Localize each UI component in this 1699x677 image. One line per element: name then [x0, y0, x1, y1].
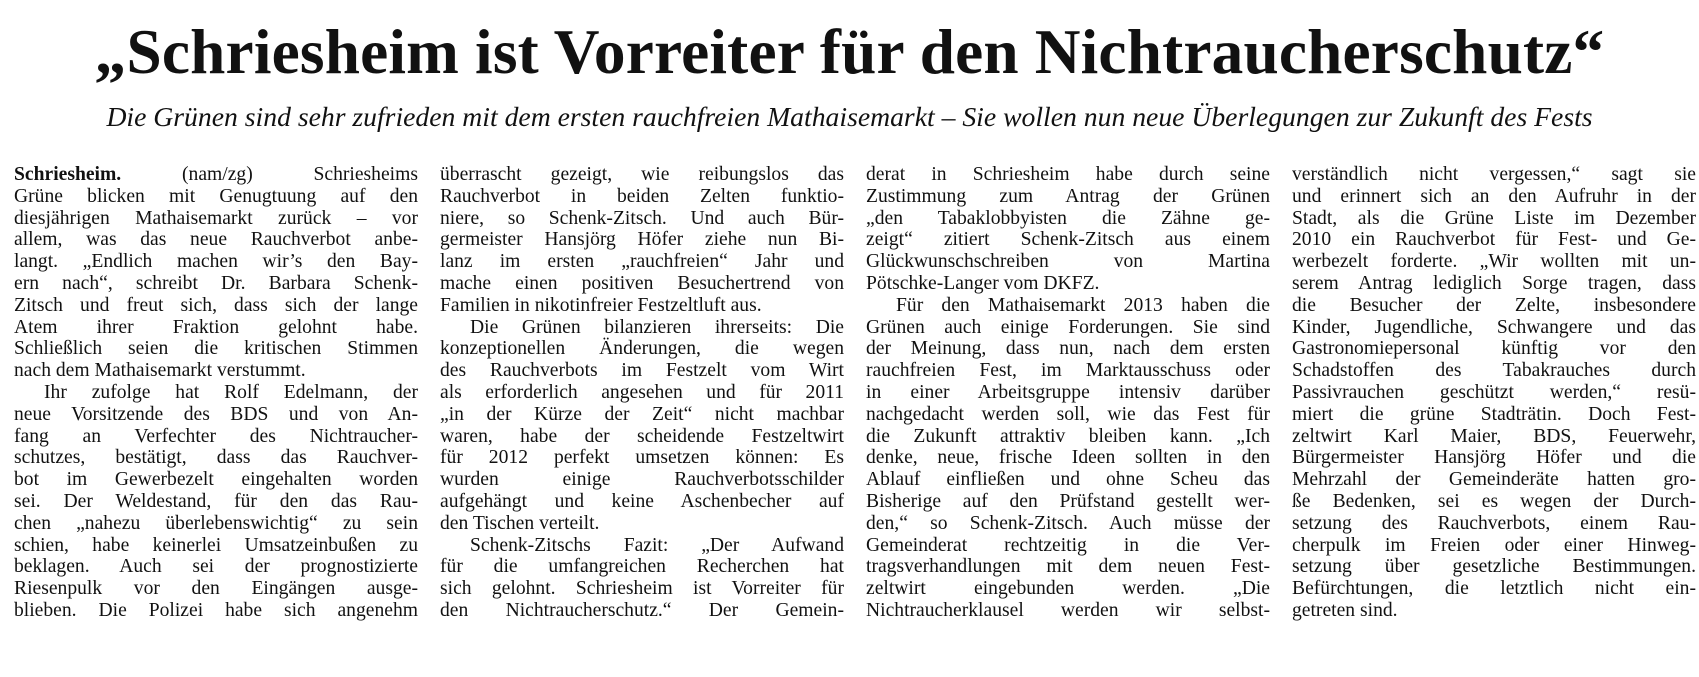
text-line: den Nichtraucherschutz.“ Der Gemein- [440, 599, 844, 621]
text-line: niere, so Schenk-Zitsch. Und auch Bür- [440, 207, 844, 229]
text-line: nach dem Mathaisemarkt verstummt. [14, 360, 306, 382]
text-line: tragsverhandlungen mit dem neuen Fest- [866, 556, 1270, 578]
text-line: Pötschke-Langer vom DKFZ. [866, 272, 1100, 294]
text-line: den Tischen verteilt. [440, 512, 600, 534]
text-line: Schadstoffen des Tabakrauches durch [1292, 360, 1696, 382]
text-line: in einer Arbeitsgruppe intensiv darüber [866, 381, 1270, 403]
text-line: setzung über gesetzliche Bestimmungen. [1292, 556, 1696, 578]
text-line: sei. Der Weldestand, für den das Rau- [14, 490, 418, 512]
text-line: Ihr zufolge hat Rolf Edelmann, der [44, 381, 418, 403]
text-line: Bisherige auf den Prüfstand gestellt wer- [866, 490, 1270, 512]
text-line: Familien in nikotinfreier Festzeltluft aus. [440, 294, 762, 316]
text-line: schutzes, bestätigt, dass das Rauchver- [14, 447, 418, 469]
text-line: setzung des Rauchverbots, einem Rau- [1292, 512, 1696, 534]
text-line: den,“ so Schenk-Zitsch. Auch müsse der [866, 512, 1270, 534]
text-line: derat in Schriesheim habe durch seine [866, 164, 1270, 185]
text-line: verständlich nicht vergessen,“ sagt sie [1292, 164, 1696, 185]
text-line: Kinder, Jugendliche, Schwangere und das [1292, 316, 1696, 338]
text-line: die Besucher der Zelte, insbesondere [1292, 294, 1696, 316]
text-line: Ablauf einfließen und ohne Scheu das [866, 469, 1270, 491]
text-line: zeltwirt Karl Maier, BDS, Feuerwehr, [1292, 425, 1696, 447]
text-line: als erforderlich angesehen und für 2011 [440, 381, 844, 403]
text-line: ern nach“, schreibt Dr. Barbara Schenk- [14, 272, 418, 294]
text-line: Schriesheim. (nam/zg) Schriesheims [14, 164, 418, 185]
text-line: zeigt“ zitiert Schenk-Zitsch aus einem [866, 229, 1270, 251]
text-line: bot im Gewerbezelt eingehalten worden [14, 469, 418, 491]
text-line: ße Bedenken, sei es wegen der Durch- [1292, 490, 1696, 512]
text-line: werbezelt forderte. „Wir wollten mit un- [1292, 251, 1696, 273]
text-line: Glückwunschschreiben von Martina [866, 251, 1270, 273]
subheadline: Die Grünen sind sehr zufrieden mit dem ersten rauchfreien Mathaisemarkt – Sie wollen nun neue Überlegungen zur Zukunft des Fests [106, 101, 1593, 132]
article-column-3 [866, 164, 1270, 622]
headline: „Schriesheim ist Vorreiter für den Nichtraucherschutz“ [94, 17, 1605, 87]
text-line: aufgehängt und keine Aschenbecher auf [440, 490, 844, 512]
text-line: Atem ihrer Fraktion gelohnt habe. [14, 316, 418, 338]
text-line: Zitsch und freut sich, dass sich der lange [14, 294, 418, 316]
text-line: neue Vorsitzende des BDS und von An- [14, 403, 418, 425]
text-line: Grüne blicken mit Genugtuung auf den [14, 185, 418, 207]
text-line: beklagen. Auch sei der prognostizierte [14, 556, 418, 578]
text-line: für die umfangreichen Recherchen hat [440, 556, 844, 578]
text-line: der Meinung, dass nun, nach dem ersten [866, 338, 1270, 360]
text-line: rauchfreien Fest, im Marktausschuss oder [866, 360, 1270, 382]
text-line: serem Antrag lediglich Sorge tragen, dass [1292, 272, 1696, 294]
text-line: Riesenpulk vor den Eingängen ausge- [14, 578, 418, 600]
dateline: Schriesheim. [14, 164, 122, 185]
text-line: zeltwirt eingebunden werden. „Die [866, 578, 1270, 600]
text-line: Gemeinderat rechtzeitig in die Ver- [866, 534, 1270, 556]
text-line: die Zukunft attraktiv bleiben kann. „Ich [866, 425, 1270, 447]
text-line: überrascht gezeigt, wie reibungslos das [440, 164, 844, 185]
text-line: Passivrauchen geschützt werden,“ resü- [1292, 381, 1696, 403]
text-line: Stadt, als die Grüne Liste im Dezember [1292, 207, 1696, 229]
text-line: schien, habe keinerlei Umsatzeinbußen zu [14, 534, 418, 556]
text-line: Die Grünen bilanzieren ihrerseits: Die [470, 316, 844, 338]
text-line: Für den Mathaisemarkt 2013 haben die [896, 294, 1270, 316]
text-line: konzeptionellen Änderungen, die wegen [440, 338, 844, 360]
text-line: allem, was das neue Rauchverbot anbe- [14, 229, 418, 251]
text-line: Rauchverbot in beiden Zelten funktio- [440, 185, 844, 207]
text-line: Schenk-Zitschs Fazit: „Der Aufwand [470, 534, 844, 556]
text-line: wurden einige Rauchverbotsschilder [440, 469, 844, 491]
text-line: blieben. Die Polizei habe sich angenehm [14, 599, 418, 621]
text-line: sich gelohnt. Schriesheim ist Vorreiter für [440, 578, 844, 600]
text-line: Gastronomiepersonal künftig vor den [1292, 338, 1696, 360]
text-line: Zustimmung zum Antrag der Grünen [866, 185, 1270, 207]
text-line: Bürgermeister Hansjörg Höfer und die [1292, 447, 1696, 469]
text-line: für 2012 perfekt umsetzen können: Es [440, 447, 844, 469]
article-column-2 [440, 164, 844, 622]
text-line: des Rauchverbots im Festzelt vom Wirt [440, 360, 844, 382]
text-line: langt. „Endlich machen wir’s den Bay- [14, 251, 418, 273]
text-line: „in der Kürze der Zeit“ nicht machbar [440, 403, 844, 425]
text-line: Nichtraucherklausel werden wir selbst- [866, 599, 1270, 621]
article-column-4 [1292, 164, 1696, 622]
text-line: chen „nahezu überlebenswichtig“ zu sein [14, 512, 418, 534]
text-line: waren, habe der scheidende Festzeltwirt [440, 425, 844, 447]
text-line: germeister Hansjörg Höfer ziehe nun Bi- [440, 229, 844, 251]
text-line: Schließlich seien die kritischen Stimmen [14, 338, 418, 360]
text-line: fang an Verfechter des Nichtraucher- [14, 425, 418, 447]
text-line: und erinnert sich an den Aufruhr in der [1292, 185, 1696, 207]
text-line: mache einen positiven Besuchertrend von [440, 272, 844, 294]
text-line: denke, neue, frische Ideen sollten in den [866, 447, 1270, 469]
text-line: diesjährigen Mathaisemarkt zurück – vor [14, 207, 418, 229]
text-line: „den Tabaklobbyisten die Zähne ge- [866, 207, 1270, 229]
text-line: lanz im ersten „rauchfreien“ Jahr und [440, 251, 844, 273]
article-column-1 [14, 164, 418, 622]
text-line: 2010 ein Rauchverbot für Fest- und Ge- [1292, 229, 1696, 251]
text-line: Befürchtungen, die letztlich nicht ein- [1292, 578, 1696, 600]
text-line: Grünen auch einige Forderungen. Sie sind [866, 316, 1270, 338]
text-line: Mehrzahl der Gemeinderäte hatten gro- [1292, 469, 1696, 491]
text-line: getreten sind. [1292, 599, 1398, 621]
text-line: miert die grüne Stadträtin. Doch Fest- [1292, 403, 1696, 425]
text-line: nachgedacht werden soll, wie das Fest für [866, 403, 1270, 425]
text-line: cherpulk im Freien oder einer Hinweg- [1292, 534, 1696, 556]
